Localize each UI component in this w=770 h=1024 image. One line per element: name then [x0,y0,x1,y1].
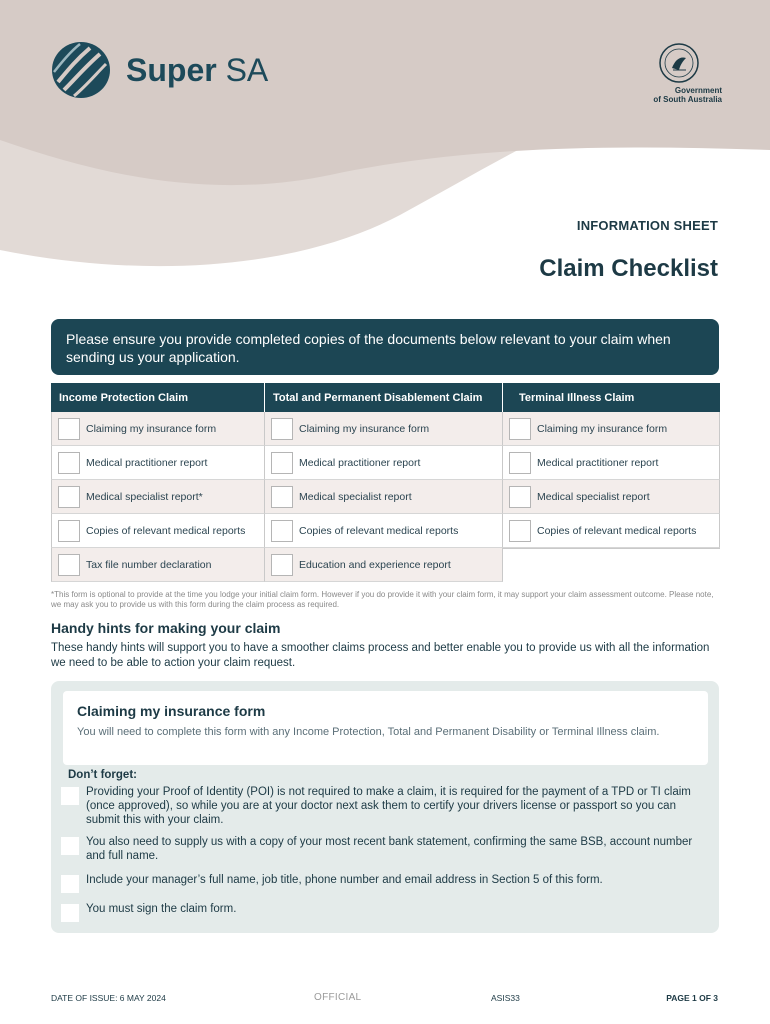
cell-label: Medical specialist report [537,490,650,503]
list-item [61,873,701,893]
classification-label: OFFICIAL [314,992,362,1003]
checkbox[interactable] [509,418,531,440]
cell-label: Tax file number declaration [86,558,212,571]
dont-forget-heading: Don’t forget: [68,769,137,781]
table-cell [503,480,720,514]
checkbox[interactable] [271,554,293,576]
table-row [51,514,720,548]
government-name [636,86,722,104]
table-cell [51,514,265,548]
cell-label: Copies of relevant medical reports [299,524,459,537]
table-row [51,548,720,582]
table-row [51,480,720,514]
checkbox[interactable] [58,418,80,440]
checkbox[interactable] [271,520,293,542]
checkbox[interactable] [61,904,79,922]
hints-heading: Handy hints for making your claim [51,620,281,636]
table-cell [265,548,503,582]
crest-icon [658,42,700,84]
table-cell [51,412,265,446]
intro-banner: Please ensure you provide completed copies of the documents below relevant to your claim when sending us your application. [51,319,719,375]
information-sheet-label: INFORMATION SHEET [576,218,718,233]
table-cell [265,480,503,514]
checkbox[interactable] [271,452,293,474]
table-cell [265,514,503,548]
cell-label: Claiming my insurance form [537,422,668,435]
card-title: Claiming my insurance form [77,703,266,719]
checkbox[interactable] [58,520,80,542]
cell-label: Medical specialist report [299,490,412,503]
checkbox[interactable] [509,486,531,508]
table-cell [503,514,720,548]
table-cell [265,446,503,480]
cell-label: Medical practitioner report [86,456,208,469]
cell-label: Medical specialist report* [86,490,203,503]
brand-name-bold: Super [126,51,217,88]
panel-card [63,691,708,765]
list-item-text: You must sign the claim form. [86,903,237,915]
header-tpd: Total and Permanent Disablement Claim [265,383,503,412]
table-cell [51,480,265,514]
claim-form-panel [51,681,719,933]
table-cell [503,446,720,480]
footnote: *This form is optional to provide at the time you lodge your initial claim form. However if you do provide it with your claim form, it may support your claim assessment outcome. Please note, we may ask you to provide us with this form during the claim process as required. [51,590,714,609]
list-item-text: Include your manager’s full name, job title, phone number and email address in Section 5 of this form. [86,874,603,886]
checkbox[interactable] [61,837,79,855]
table-cell-empty [503,548,720,582]
government-logo [636,42,722,104]
super-sa-logo-icon [50,40,112,100]
table-row [51,412,720,446]
checkbox[interactable] [61,787,79,805]
cell-label: Claiming my insurance form [86,422,217,435]
table-cell [51,548,265,582]
checkbox[interactable] [271,486,293,508]
brand-name [126,52,268,89]
header-income-protection: Income Protection Claim [51,383,265,412]
cell-label: Claiming my insurance form [299,422,430,435]
cell-label: Education and experience report [299,558,451,571]
checkbox[interactable] [509,452,531,474]
hints-intro: These handy hints will support you to have a smoother claims process and better enable you to provide us with all the information we need to be able to action your claim request. [51,642,710,669]
card-text: You will need to complete this form with any Income Protection, Total and Permanent Disability or Terminal Illness claim. [77,726,660,738]
checkbox[interactable] [61,875,79,893]
brand-name-light: SA [216,51,269,88]
issue-date: DATE OF ISSUE: 6 MAY 2024 [51,993,166,1003]
super-sa-logo [50,40,268,100]
checkbox[interactable] [58,554,80,576]
cell-label: Medical practitioner report [299,456,421,469]
list-item [61,835,701,863]
page-title: Claim Checklist [539,255,718,282]
page-number: PAGE 1 OF 3 [666,993,718,1003]
table-cell [51,446,265,480]
form-code: ASIS33 [491,993,520,1003]
table-cell [265,412,503,446]
table-row [51,446,720,480]
checkbox[interactable] [58,452,80,474]
checkbox[interactable] [509,520,531,542]
table-header [51,383,720,412]
list-item [61,902,701,922]
gov-line-1: Government [674,86,722,95]
list-item [61,785,701,827]
claim-checklist-table [51,383,720,582]
cell-label: Copies of relevant medical reports [86,524,246,537]
checkbox[interactable] [58,486,80,508]
header-terminal-illness: Terminal Illness Claim [519,391,635,404]
list-item-text: You also need to supply us with a copy of your most recent bank statement, confirming the same BSB, account number and full name. [86,836,693,862]
checkbox[interactable] [271,418,293,440]
cell-label: Copies of relevant medical reports [537,524,697,537]
cell-label: Medical practitioner report [537,456,659,469]
table-cell [503,412,720,446]
gov-line-2: of South Australia [653,95,722,104]
list-item-text: Providing your Proof of Identity (POI) is not required to make a claim, it is required for the payment of a TPD or TI claim (once approved), so while you are at your doctor next ask them to certify your drivers license or passport so you can submit this with your claim. [86,786,691,826]
